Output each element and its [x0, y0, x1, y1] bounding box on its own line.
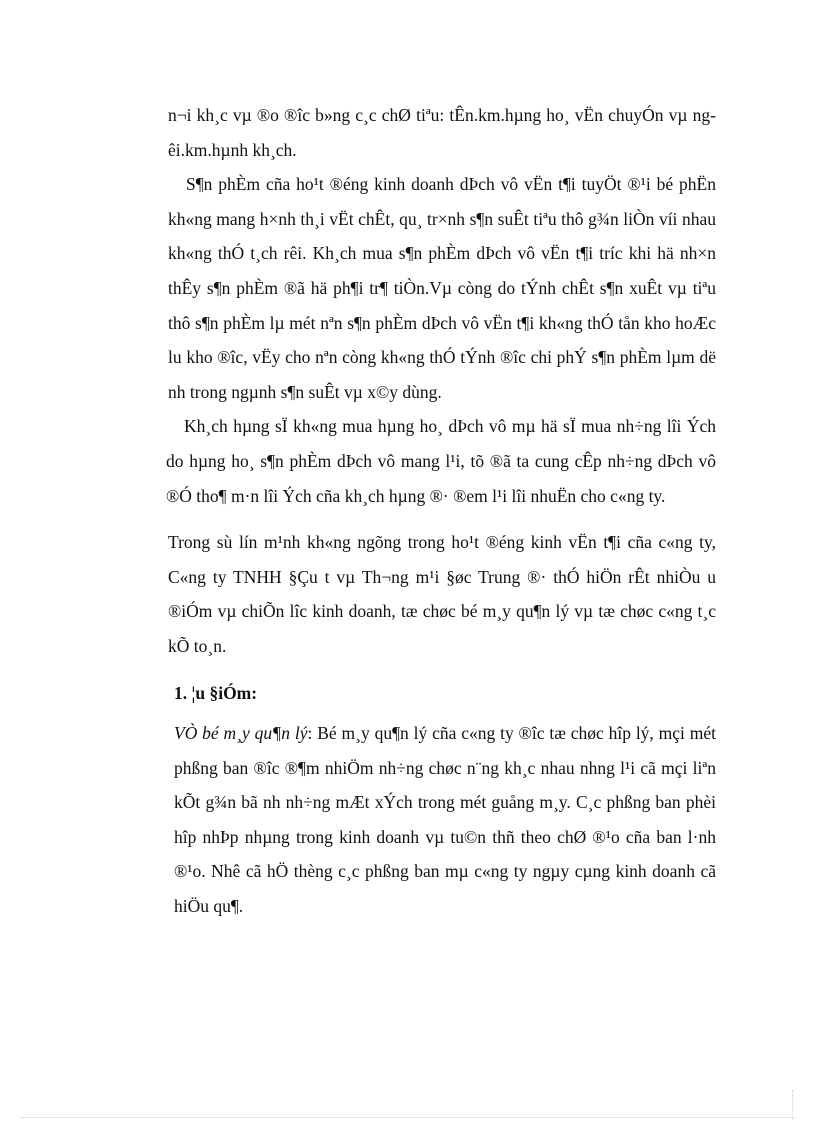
item-text: : Bé m¸y qu¶n lý cña c«ng ty ®îc tæ chøc hîp lý, mçi mét phßng ban ®îc ®¶m nhiÖm nh÷ng chøc n¨ng kh¸c nhau nhng l¹i cã mçi liªn kÕt g¾n bã nh nh÷ng mÆt xÝch trong mét guång m¸y. C¸c phßng ban phèi hîp nhÞp nhµng trong kinh doanh vµ tu©n thñ theo chØ ®¹o cña ban l·nh ®¹o. Nhê cã hÖ thèng c¸c phßng ban mµ c«ng ty ngµy cµng kinh doanh cã hiÖu qu¶. [174, 723, 717, 917]
paragraph-2: S¶n phÈm cña ho¹t ®éng kinh doanh dÞch vô vËn t¶i tuyÖt ®¹i bé phËn kh«ng mang h×nh th¸i vËt chÊt, qu¸ tr×nh s¶n suÊt tiªu thô g¾n liÒn víi nhau kh«ng thÓ t¸ch rêi. Kh¸ch mua s¶n phÈm dÞch vô vËn t¶i tríc khi hä nh×n thÊy s¶n phÈm ®ã hä ph¶i tr¶ tiÒn.Vµ còng do tÝnh chÊt s¶n xuÊt vµ tiªu thô s¶n phÈm lµ mét nªn s¶n phÈm dÞch vô vËn t¶i kh«ng thÓ tån kho hoÆc lu kho ®îc, vËy cho nªn còng kh«ng thÓ tÝnh ®îc chi phÝ s¶n phÈm lµm dë nh trong ngµnh s¶n suÊt vµ x©y dùng. [168, 174, 716, 402]
section-item [174, 716, 716, 924]
page-corner-line [792, 1090, 794, 1120]
page-edge-line [20, 1117, 796, 1118]
paragraph-1: n¬i kh¸c vµ ®o ®îc b»ng c¸c chØ tiªu: tÊn.km.hµng ho¸ vËn chuyÓn vµ ngêi.km.hµnh kh¸ch. [168, 105, 716, 160]
paragraph-4: Trong sù lín m¹nh kh«ng ngõng trong ho¹t ®éng kinh vËn t¶i cña c«ng ty, C«ng ty TNHH §Çu t vµ Th¬ng m¹i §øc Trung ®· thÓ hiÖn rÊt nhiÒu u ®iÓm vµ chiÕn lîc kinh doanh, tæ chøc bé m¸y qu¶n lý vµ tæ chøc c«ng t¸c kÕ to¸n. [168, 532, 716, 656]
section-heading: 1. ¦u §iÓm: [174, 682, 258, 703]
item-label: VÒ bé m¸y qu¶n lý [174, 723, 308, 744]
body-text [168, 98, 716, 924]
paragraph-3: Kh¸ch hµng sÏ kh«ng mua hµng ho¸ dÞch vô mµ hä sÏ mua nh÷ng lîi Ých do hµng ho¸ s¶n phÈm dÞch vô mang l¹i, tõ ®ã ta cung cÊp nh÷ng dÞch vô ®Ó tho¶ m·n lîi Ých cña kh¸ch hµng ®· ®em l¹i lîi nhuËn cho c«ng ty. [166, 416, 716, 506]
